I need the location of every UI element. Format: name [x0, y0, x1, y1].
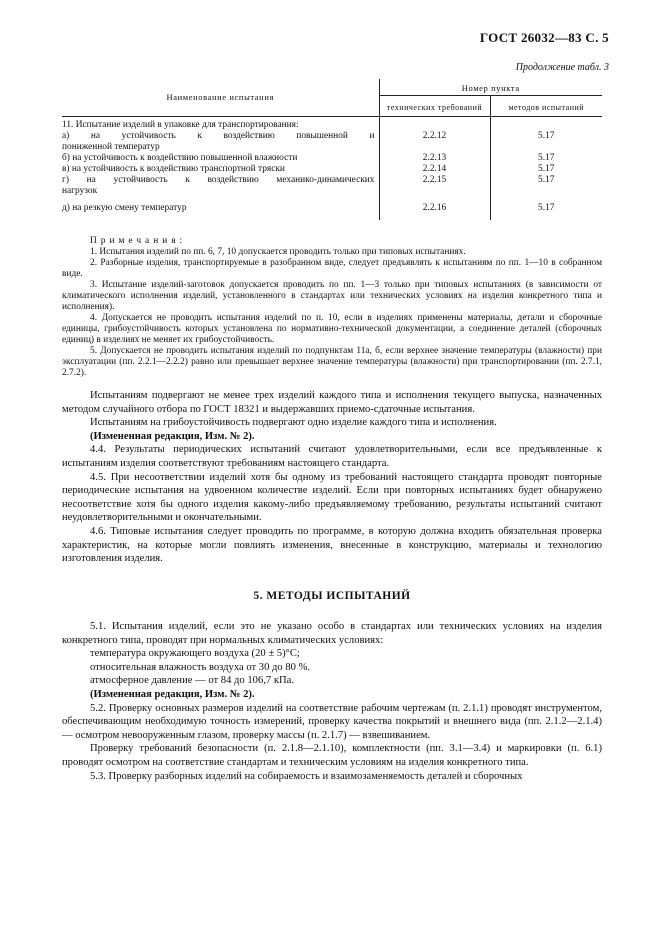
- col-header-test-name: Наименование испытания: [62, 79, 379, 117]
- row-req-number: 2.2.14: [379, 164, 490, 175]
- amendment-note: (Измененная редакция, Изм. № 2).: [90, 688, 255, 700]
- row-req-number: 2.2.15: [379, 175, 490, 197]
- paragraph: температура окружающего воздуха (20 ± 5)°С;: [90, 648, 300, 660]
- amendment-note: (Измененная редакция, Изм. № 2).: [90, 430, 255, 442]
- paragraph: Испытаниям подвергают не менее трех изделий каждого типа и исполнения текущего выпуска, назначенных методом случайного отбора по ГОСТ 18321 и выдержавших приемо-сдаточные испытания.: [62, 390, 602, 415]
- row-method-number: 5.17: [538, 175, 555, 185]
- table-continuation-label: Продолжение табл. 3: [515, 62, 609, 73]
- row-method-number: 5.17: [538, 203, 555, 213]
- paragraph: относительная влажность воздуха от 30 до 80 %.: [90, 661, 311, 673]
- paragraph: 5.3. Проверку разборных изделий на собираемость и взаимозаменяемость деталей и сборочных: [90, 770, 523, 782]
- table-row: [62, 153, 602, 164]
- paragraph: 4.4. Результаты периодических испытаний считают удовлетворительными, если все предъявленные к испытаниям изделия соответствуют требованиям настоящего стандарта.: [62, 444, 602, 469]
- row-method-number: 5.17: [538, 153, 555, 163]
- row-name-line1: б) на устойчивость к воздействию повышенной влажности: [62, 153, 298, 163]
- paragraph: 4.5. При несоответствии изделий хотя бы одному из требований настоящего стандарта проводят повторные периодические испытания на удвоенном количестве изделий. Если при повторных испытаниях будет обнаружено несоответствие хотя бы одного изделия какому-либо предъявляемому требованию, результаты испытаний считают неудовлетворительными и окончательными.: [62, 471, 602, 524]
- note-item: 4. Допускается не проводить испытания изделий по п. 10, если в изделиях применены материалы, детали и сборочные единицы, грибоустойчивость которых установлена по нормативно-технической документации, а соединение деталей (сборочных единиц) в изделиях не меняет их грибоустойчивость.: [62, 313, 602, 345]
- table-row: [62, 175, 602, 197]
- paragraph: 4.6. Типовые испытания следует проводить по программе, в которую должна входить обязательная проверка характеристик, на которые могли повлиять изменения, внесенные в конструкцию, материалы и технологию изготовления изделия.: [62, 525, 602, 565]
- note-item: 1. Испытания изделий по пп. 6, 7, 10 допускается проводить только при типовых испытаниях.: [90, 247, 466, 257]
- row-name-line1: д) на резкую смену температур: [62, 203, 187, 213]
- table-row: [62, 131, 602, 153]
- paragraph: 5.1. Испытания изделий, если это не указано особо в стандартах или технических условиях на изделия конкретного типа, проводят при нормальных климатических условиях:: [62, 621, 602, 646]
- section5-body: [62, 620, 602, 783]
- table-row: [62, 164, 602, 175]
- section-heading: 5. МЕТОДЫ ИСПЫТАНИЙ: [253, 590, 411, 602]
- col-header-requirements: технических требований: [379, 96, 490, 117]
- notes-block: [62, 236, 602, 379]
- paragraph: Испытаниям на грибоустойчивость подвергают одно изделие каждого типа и исполнения.: [90, 417, 497, 429]
- note-item: 3. Испытание изделий-заготовок допускается проводить по пп. 1—3 только при типовых испытаниях (в зависимости от климатического исполнения изделий, установленного в стандартах или технических условиях на изделия конкретного типа и исполнения).: [62, 280, 602, 312]
- note-item: 2. Разборные изделия, транспортируемые в разобранном виде, следует предъявлять к испытаниям по пп. 1—10 в собранном виде.: [62, 258, 602, 279]
- row-name-line1: г) на устойчивость к воздействию механико-динамических: [62, 175, 375, 185]
- table-section-label: 11. Испытание изделий в упаковке для транспортирования:: [62, 117, 379, 132]
- row-name-line2: пониженной температур: [62, 142, 160, 152]
- row-name-line1: в) на устойчивость к воздействию транспортной тряски: [62, 164, 285, 174]
- note-item: 5. Допускается не проводить испытания изделий по подпунктам 11а, б, если верхнее значение температуры (влажности) при эксплуатации (пп. 2.2.1—2.2.2) равно или превышает верхнее значение температуры (влажности) при транспортировании (пп. 2.7.1, 2.7.2).: [62, 346, 602, 378]
- paragraph: атмосферное давление — от 84 до 106,7 кПа.: [90, 675, 294, 687]
- notes-title: Примечания:: [90, 236, 187, 246]
- paragraph: Проверку требований безопасности (п. 2.1.8—2.1.10), комплектности (пп. 3.1—3.4) и маркировки (п. 6.1) проводят осмотром на соответствие стандартам и техническим условиям на изделия конкретного типа.: [62, 743, 602, 768]
- table-row: [62, 197, 602, 220]
- tests-table: [62, 79, 602, 220]
- col-header-methods: методов испытаний: [490, 96, 602, 117]
- section4-body: [62, 389, 602, 566]
- row-name-line2: нагрузок: [62, 186, 98, 196]
- col-header-clause-number: Номер пункта: [379, 79, 602, 96]
- row-req-number: 2.2.12: [379, 131, 490, 153]
- row-method-number: 5.17: [538, 131, 555, 141]
- row-method-number: 5.17: [538, 164, 555, 174]
- row-req-number: 2.2.13: [379, 153, 490, 164]
- row-req-number: 2.2.16: [379, 197, 490, 220]
- page-header-code: ГОСТ 26032—83 С. 5: [479, 30, 609, 45]
- row-name-line1: а) на устойчивость к воздействию повышенной и: [62, 131, 375, 141]
- paragraph: 5.2. Проверку основных размеров изделий на соответствие рабочим чертежам (п. 2.1.1) проводят инструментом, обеспечивающим необходимую точность измерений, проверку качества покрытий и внешнего вида (пп. 2.1.2—2.1.4) — осмотром невооруженным глазом, проверку массы (п. 2.1.7) — взвешиванием.: [62, 702, 602, 741]
